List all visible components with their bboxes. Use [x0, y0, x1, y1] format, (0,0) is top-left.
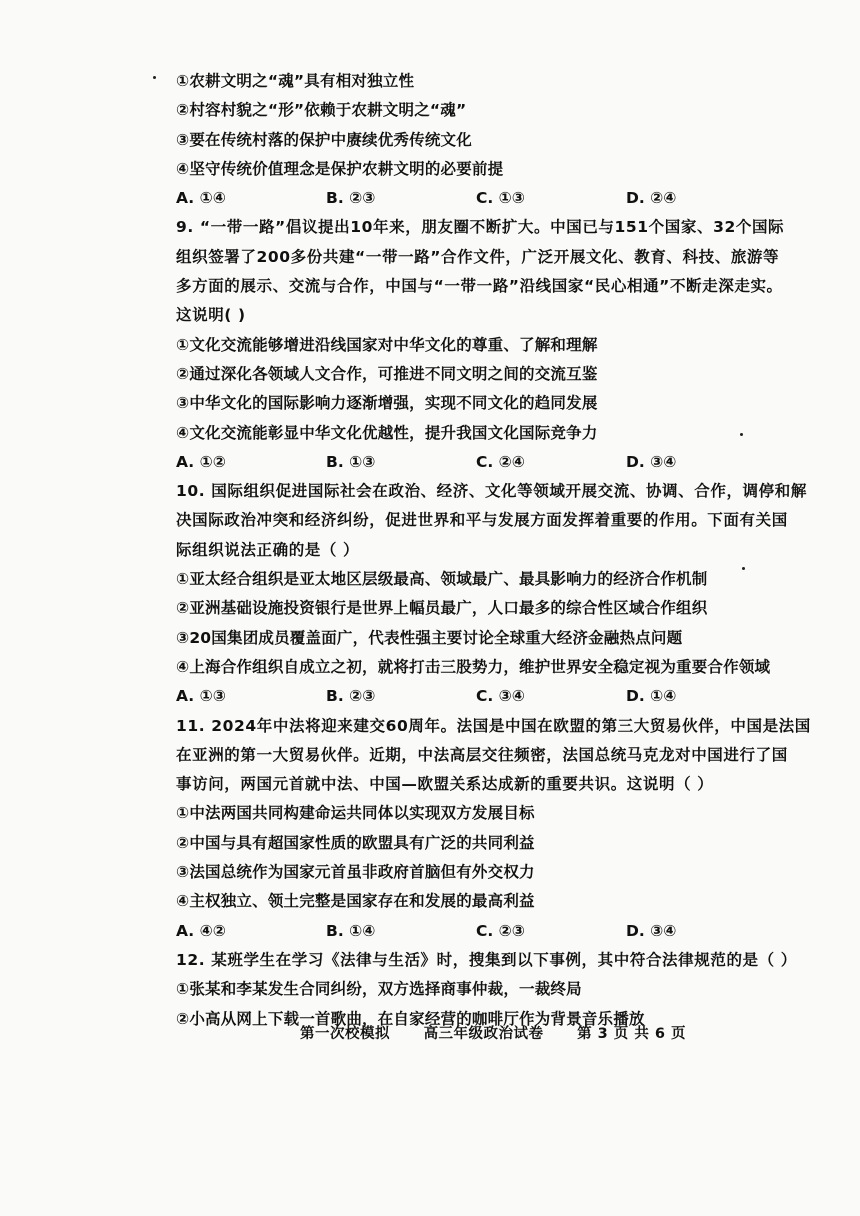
option-a: A. ①②: [176, 452, 226, 471]
q10-options: [176, 685, 766, 707]
q12-statement-2: ②小高从网上下载一首歌曲，在自家经营的咖啡厅作为背景音乐播放: [176, 1009, 645, 1028]
q11-stem-line-1: 11. 2024年中法将迎来建交60周年。法国是中国在欧盟的第三大贸易伙伴，中国是法国: [176, 716, 811, 735]
footer-exam-name: 第一次校模拟: [300, 1026, 390, 1042]
q11-stem-line-3: 事访问，两国元首就中法、中国—欧盟关系达成新的重要共识。这说明（ ）: [176, 775, 714, 794]
q11-stem-line-2: 在亚洲的第一大贸易伙伴。近期，中法高层交往频密，法国总统马克龙对中国进行了国: [176, 745, 788, 764]
option-c: C. ②③: [476, 921, 525, 940]
question-content: [176, 70, 811, 1037]
q11-options: [176, 920, 766, 942]
footer-subject: 高三年级政治试卷: [423, 1026, 544, 1042]
option-b: B. ②③: [326, 189, 376, 208]
q12-stem-line-1: 12. 某班学生在学习《法律与生活》时，搜集到以下事例，其中符合法律规范的是（ ）: [176, 950, 797, 969]
option-b: B. ①③: [326, 452, 376, 471]
option-d: D. ③④: [626, 452, 677, 471]
q12-statement-1: ①张某和李某发生合同纠纷，双方选择商事仲裁，一裁终局: [176, 980, 582, 999]
option-c: C. ②④: [476, 452, 525, 471]
q10-statement-2: ②亚洲基础设施投资银行是世界上幅员最广，人口最多的综合性区域合作组织: [176, 599, 708, 618]
q9-statement-1: ①文化交流能够增进沿线国家对中华文化的尊重、了解和理解: [176, 335, 598, 354]
option-d: D. ①④: [626, 687, 677, 706]
q10-stem-line-3: 际组织说法正确的是（ ）: [176, 540, 360, 559]
q9-statement-2: ②通过深化各领域人文合作，可推进不同文明之间的交流互鉴: [176, 364, 598, 383]
q10-statement-3: ③20国集团成员覆盖面广，代表性强主要讨论全球重大经济金融热点问题: [176, 628, 683, 647]
option-d: D. ③④: [626, 921, 677, 940]
q9-statement-4: ④文化交流能彰显中华文化优越性，提升我国文化国际竞争力: [176, 423, 598, 442]
q9-stem-line-2: 组织签署了200多份共建“一带一路”合作文件，广泛开展文化、教育、科技、旅游等: [176, 247, 780, 266]
option-b: B. ②③: [326, 687, 376, 706]
option-c: C. ①③: [476, 189, 525, 208]
prev-options: [176, 187, 766, 209]
q11-statement-3: ③法国总统作为国家元首虽非政府首脑但有外交权力: [176, 863, 535, 882]
option-a: A. ①③: [176, 687, 226, 706]
prev-statement-4: ④坚守传统价值理念是保护农耕文明的必要前提: [176, 159, 504, 178]
option-a: A. ①④: [176, 189, 226, 208]
q11-statement-1: ①中法两国共同构建命运共同体以实现双方发展目标: [176, 804, 535, 823]
q9-options: [176, 451, 766, 473]
q9-stem-line-4: 这说明( ): [176, 306, 246, 325]
footer-page-number: 第 3 页 共 6 页: [577, 1026, 687, 1042]
option-a: A. ④②: [176, 921, 226, 940]
q9-stem-line-1: 9. “一带一路”倡议提出10年来，朋友圈不断扩大。中国已与151个国家、32个国际: [176, 218, 785, 237]
q11-statement-2: ②中国与具有超国家性质的欧盟具有广泛的共同利益: [176, 833, 535, 852]
scan-speck: [153, 76, 156, 79]
prev-statement-3: ③要在传统村落的保护中赓续优秀传统文化: [176, 130, 472, 149]
option-c: C. ③④: [476, 687, 525, 706]
option-b: B. ①④: [326, 921, 376, 940]
prev-statement-2: ②村容村貌之“形”依赖于农耕文明之“魂”: [176, 101, 467, 120]
q10-statement-4: ④上海合作组织自成立之初，就将打击三股势力，维护世界安全稳定视为重要合作领域: [176, 657, 771, 676]
q9-statement-3: ③中华文化的国际影响力逐渐增强，实现不同文化的趋同发展: [176, 394, 598, 413]
option-d: D. ②④: [626, 189, 677, 208]
prev-statement-1: ①农耕文明之“魂”具有相对独立性: [176, 72, 415, 90]
q9-stem-line-3: 多方面的展示、交流与合作，中国与“一带一路”沿线国家“民心相通”不断走深走实。: [176, 277, 783, 296]
q11-statement-4: ④主权独立、领土完整是国家存在和发展的最高利益: [176, 892, 535, 911]
q10-stem-line-1: 10. 国际组织促进国际社会在政治、经济、文化等领域开展交流、协调、合作，调停和解: [176, 482, 807, 501]
page-footer: [300, 1022, 714, 1043]
q10-stem-line-2: 决国际政治冲突和经济纠纷，促进世界和平与发展方面发挥着重要的作用。下面有关国: [176, 511, 788, 530]
q10-statement-1: ①亚太经合组织是亚太地区层级最高、领域最广、最具影响力的经济合作机制: [176, 570, 708, 589]
